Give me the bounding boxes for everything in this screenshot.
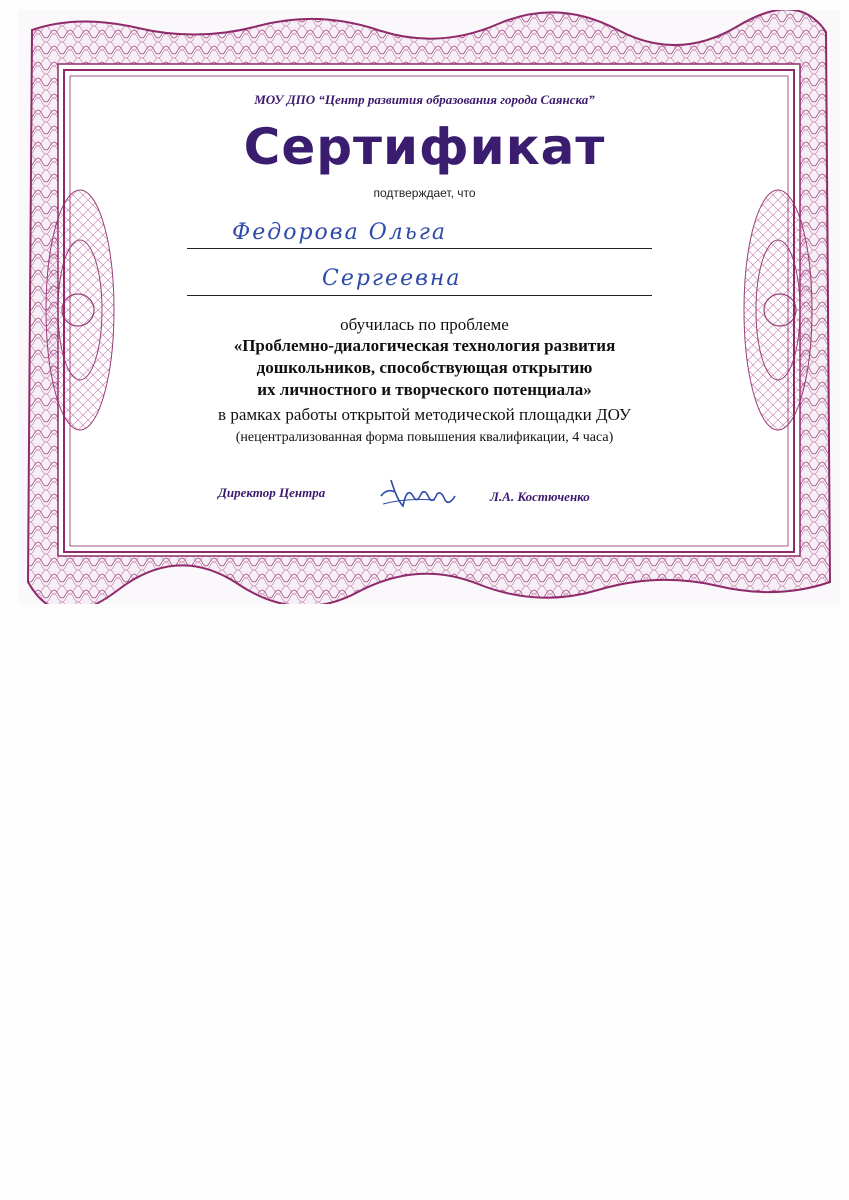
form-note: (нецентрализованная форма повышения квалификации, 4 часа) xyxy=(235,430,614,445)
director-name: Л.А. Костюченко xyxy=(490,489,590,504)
framework-text: в рамках работы открытой методической площадки ДОУ xyxy=(218,405,631,424)
signature xyxy=(375,470,460,515)
topic-line-3: их личностного и творческого потенциала» xyxy=(257,380,592,399)
organization-name: МОУ ДПО “Центр развития образования города Саянска” xyxy=(254,92,595,107)
name-underline-1 xyxy=(187,248,652,249)
name-underline-2 xyxy=(187,295,652,296)
topic-line-1: «Проблемно-диалогическая технология развития xyxy=(233,336,616,355)
recipient-name-line2: Сергеевна xyxy=(322,266,462,291)
studied-text: обучилась по проблеме xyxy=(340,315,509,334)
topic-line-2: дошкольников, способствующая открытию xyxy=(256,358,593,377)
certificate-title: Сертификат xyxy=(243,118,606,176)
confirms-text: подтверждает, что xyxy=(373,186,476,200)
recipient-name-line1: Федорова Ольга xyxy=(232,220,447,245)
director-title: Директор Центра xyxy=(218,485,326,500)
